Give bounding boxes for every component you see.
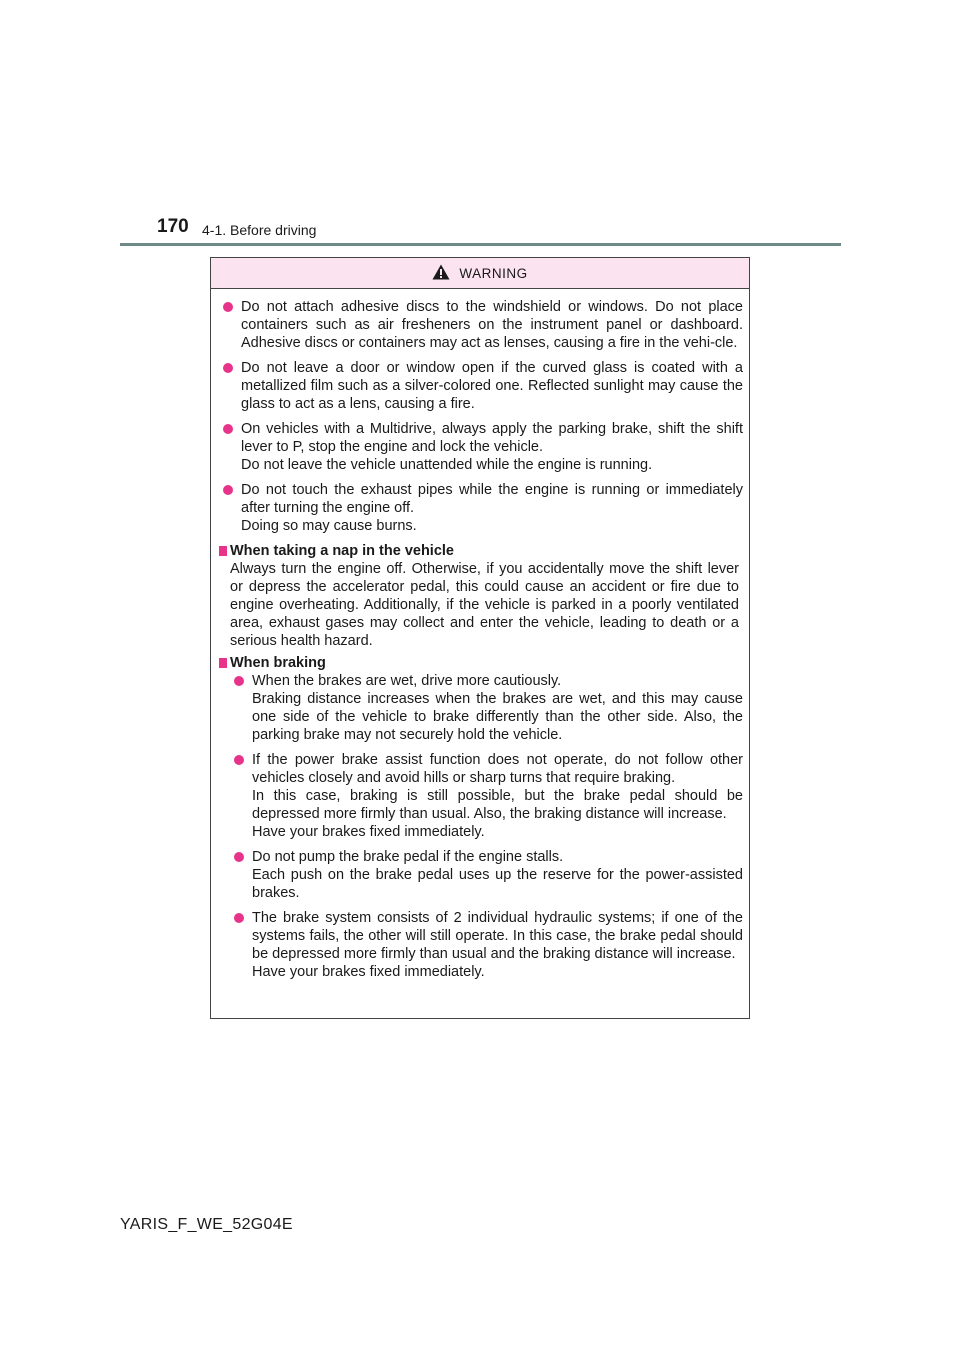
bullet-item (219, 481, 743, 535)
section-heading (219, 542, 743, 560)
bullet-dot-icon (234, 852, 244, 862)
bullet-dot-icon (234, 913, 244, 923)
section-title: 4-1. Before driving (202, 222, 317, 238)
bullet-text: If the power brake assist function does not operate, do not follow other vehicles closely and avoid hills or sharp turns that require braking. (252, 752, 743, 786)
bullet-text: Do not pump the brake pedal if the engine stalls. (252, 849, 564, 865)
bullet-text: In this case, braking is still possible, but the brake pedal should be depressed more firmly than usual. Also, the braking distance will increase. (252, 788, 743, 822)
bullet-dot-icon (223, 424, 233, 434)
page-number: 170 (157, 216, 189, 237)
bullet-text: Braking distance increases when the brakes are wet, and this may cause one side of the vehicle to brake differently than the other side. Also, the parking brake may not securely hold the vehicle. (252, 691, 743, 743)
warning-box (210, 257, 750, 1019)
warning-body (211, 289, 749, 981)
section-square-icon (219, 658, 227, 668)
bullet-text: Do not leave the vehicle unattended while the engine is running. (241, 457, 653, 473)
bullet-item (219, 420, 743, 474)
bullet-text: Do not leave a door or window open if the curved glass is coated with a metallized film such as a silver-colored one. Reflected sunlight may cause the glass to act as a lens, causing a fire. (241, 360, 743, 412)
section-heading-text: When braking (230, 655, 326, 671)
bullet-text: Each push on the brake pedal uses up the reserve for the power-assisted brakes. (252, 867, 743, 901)
section-bullet-list (219, 672, 743, 981)
bullet-item (230, 909, 743, 981)
section-square-icon (219, 546, 227, 556)
bullet-text: When the brakes are wet, drive more cautiously. (252, 673, 562, 689)
warning-header (211, 258, 749, 289)
bullet-dot-icon (223, 302, 233, 312)
bullet-text: On vehicles with a Multidrive, always apply the parking brake, shift the shift lever to P, stop the engine and lock the vehicle. (241, 421, 743, 455)
bullet-text: Do not touch the exhaust pipes while the engine is running or immediately after turning the engine off. (241, 482, 743, 516)
header-rule (120, 243, 841, 246)
warning-section (219, 542, 743, 650)
bullet-item (230, 751, 743, 841)
section-heading-text: When taking a nap in the vehicle (230, 543, 454, 559)
bullet-item (230, 672, 743, 744)
section-paragraph: Always turn the engine off. Otherwise, if you accidentally move the shift lever or depress the accelerator pedal, this could cause an accident or fire due to engine overheating. Additionally, if the vehicle is parked in a poorly ventilated area, exhaust gases may collect and enter the vehicle, leading to death or a serious health hazard. (230, 561, 739, 649)
bullet-text: The brake system consists of 2 individual hydraulic systems; if one of the systems fails, the other will still operate. In this case, the brake pedal should be depressed more firmly than usual and the braking distance will increase. (252, 910, 743, 962)
bullet-dot-icon (234, 755, 244, 765)
bullet-item (219, 359, 743, 413)
warning-triangle-icon (432, 264, 450, 280)
warning-section (219, 654, 743, 981)
bullet-dot-icon (223, 363, 233, 373)
warning-title: WARNING (459, 265, 528, 281)
bullet-text: Doing so may cause burns. (241, 518, 417, 534)
section-heading (219, 654, 743, 672)
document-code: YARIS_F_WE_52G04E (120, 1216, 293, 1233)
bullet-item (230, 848, 743, 902)
bullet-text: Have your brakes fixed immediately. (252, 824, 485, 840)
bullet-item (219, 298, 743, 352)
bullet-text: Do not attach adhesive discs to the windshield or windows. Do not place containers such as air fresheners on the instrument panel or dashboard. Adhesive discs or containers may act as lenses, causing a fire in the vehi-cle. (241, 299, 743, 351)
bullet-dot-icon (234, 676, 244, 686)
bullet-dot-icon (223, 485, 233, 495)
bullet-text: Have your brakes fixed immediately. (252, 964, 485, 980)
